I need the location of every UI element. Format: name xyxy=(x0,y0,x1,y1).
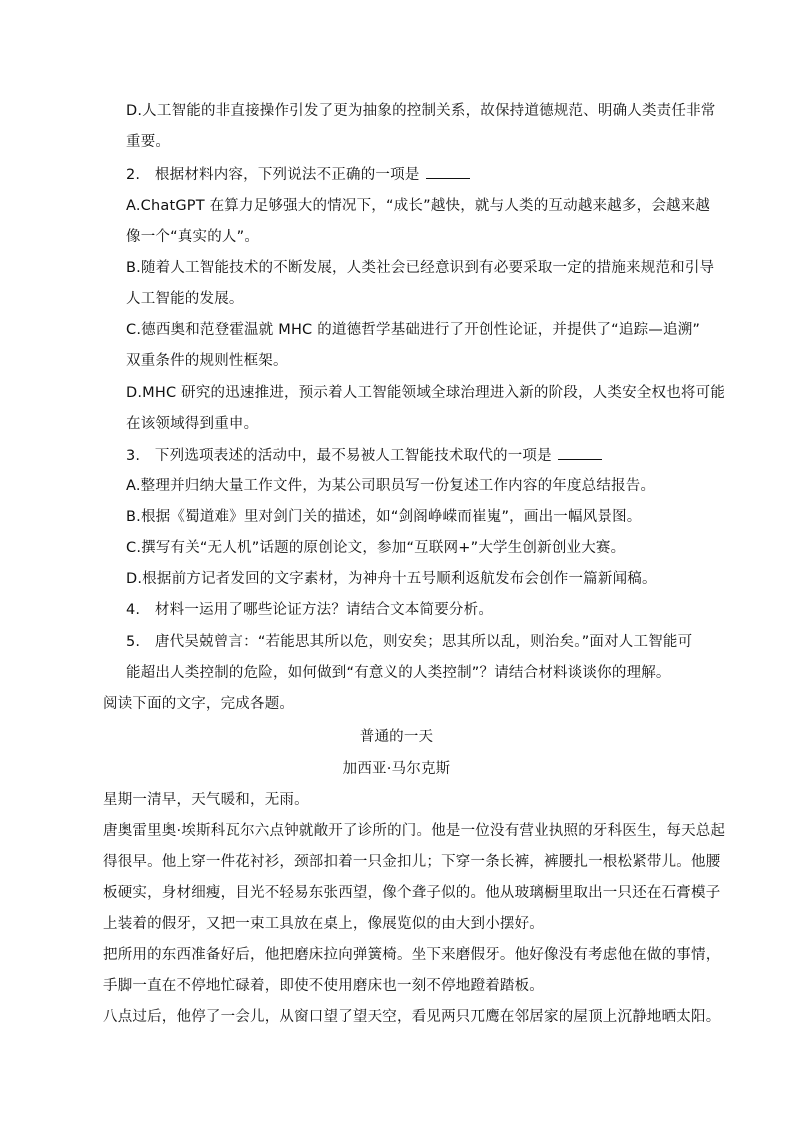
reading-instruction: 阅读下面的文字，完成各题。 xyxy=(103,696,295,712)
answer-blank xyxy=(426,164,470,179)
q3-option-b: B.根据《蜀道难》里对剑门关的描述，如“剑阁峥嵘而崔嵬”，画出一幅风景图。 xyxy=(126,509,642,525)
story-paragraph-1: 星期一清早，天气暖和，无雨。 xyxy=(103,792,309,808)
question-3-stem xyxy=(126,445,602,466)
q2-option-c-line2: 双重条件的规则性框架。 xyxy=(126,353,288,369)
q2-option-a-line1: A.ChatGPT 在算力足够强大的情况下，“成长”越快，就与人类的互动越来越多，会越来越 xyxy=(126,198,711,214)
story-paragraph-4: 八点过后，他停了一会儿，从窗口望了望天空，看见两只兀鹰在邻居家的屋顶上沉静地晒太阳。 xyxy=(103,1009,721,1025)
story-paragraph-2-line2: 得很早。他上穿一件花衬衫，颈部扣着一只金扣儿；下穿一条长裤，裤腰扎一根松紧带儿。他腰 xyxy=(103,854,721,870)
story-paragraph-2-line4: 上装着的假牙，又把一束工具放在桌上，像展览似的由大到小摆好。 xyxy=(103,916,544,932)
q2-option-d-line2: 在该领域得到重申。 xyxy=(126,416,259,432)
q2-option-b-line2: 人工智能的发展。 xyxy=(126,291,244,307)
question-3-text: 3. 下列选项表述的活动中，最不易被人工智能技术取代的一项是 xyxy=(126,448,552,464)
question-4-stem: 4. 材料一运用了哪些论证方法？请结合文本简要分析。 xyxy=(126,602,494,618)
question-5-line1: 5. 唐代吴兢曾言：“若能思其所以危，则安矣；思其所以乱，则治矣。”面对人工智能可 xyxy=(126,634,693,650)
story-paragraph-2-line1: 唐奥雷里奥·埃斯科瓦尔六点钟就敞开了诊所的门。他是一位没有营业执照的牙科医生，每天总起 xyxy=(103,823,726,839)
q2-option-d-line1: D.MHC 研究的迅速推进，预示着人工智能领域全球治理进入新的阶段，人类安全权也将可能 xyxy=(126,385,726,401)
q3-option-c: C.撰写有关“无人机”话题的原创论文，参加“互联网+”大学生创新创业大赛。 xyxy=(126,540,626,556)
question-2-stem xyxy=(126,164,470,185)
q2-option-b-line1: B.随着人工智能技术的不断发展，人类社会已经意识到有必要采取一定的措施来规范和引导 xyxy=(126,260,715,276)
story-paragraph-3-line2: 手脚一直在不停地忙碌着，即使不使用磨床也一刻不停地蹬着踏板。 xyxy=(103,978,544,994)
q3-option-d: D.根据前方记者发回的文字素材，为神舟十五号顺利返航发布会创作一篇新闻稿。 xyxy=(126,571,657,587)
q1-option-d-line1: D.人工智能的非直接操作引发了更为抽象的控制关系，故保持道德规范、明确人类责任非常 xyxy=(126,103,716,119)
story-author: 加西亚·马尔克斯 xyxy=(342,761,451,777)
question-2-text: 2. 根据材料内容，下列说法不正确的一项是 xyxy=(126,167,420,183)
question-5-line2: 能超出人类控制的危险，如何做到“有意义的人类控制”？请结合材料谈谈你的理解。 xyxy=(126,665,671,681)
q1-option-d-line2: 重要。 xyxy=(126,134,171,150)
q2-option-c-line1: C.德西奥和范登霍温就 MHC 的道德哲学基础进行了开创性论证，并提供了“追踪—追溯” xyxy=(126,322,701,338)
story-paragraph-3-line1: 把所用的东西准备好后，他把磨床拉向弹簧椅。坐下来磨假牙。他好像没有考虑他在做的事情， xyxy=(103,947,721,963)
q2-option-a-line2: 像一个“真实的人”。 xyxy=(126,229,260,245)
q3-option-a: A.整理并归纳大量工作文件，为某公司职员写一份复述工作内容的年度总结报告。 xyxy=(126,478,656,494)
answer-blank xyxy=(558,445,602,460)
story-title: 普通的一天 xyxy=(359,729,434,745)
story-paragraph-2-line3: 板硬实，身材细瘦，目光不轻易东张西望，像个聋子似的。他从玻璃橱里取出一只还在石膏模子 xyxy=(103,885,721,901)
